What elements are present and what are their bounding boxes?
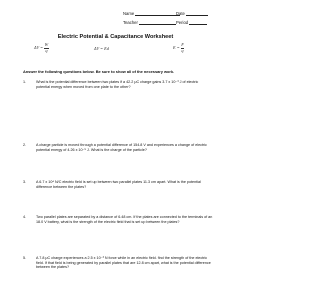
formula-force-over-charge [173,43,184,53]
date-field [176,11,208,16]
formula-lhs: E = [173,45,180,51]
period-field [176,20,207,25]
question-number: 1. [23,80,27,84]
numerator: W [44,42,49,47]
fraction [44,43,49,53]
question-1 [23,80,213,89]
denominator: q [45,47,48,53]
question-number: 3. [23,180,27,184]
numerator: F [181,42,184,47]
name-field [123,11,180,16]
question-number: 5. [23,256,27,260]
question-text: Two parallel plates are separated by a distance of 6.48 cm. If the plates are connected to the terminals of an 18.0 V battery, what is the strength of the electric field that is set up between the plates? [36,215,213,224]
question-text: A 7.8 μC charge experiences a 2.5 x 10⁻³ N force while in an electric field. find the strength of the electric field. If that field is being generated by parallel plates that are 12.8 cm apart, what is the potential difference between the plates? [36,256,211,270]
page-title: Electric Potential & Capacitance Worksheet [57,34,174,40]
teacher-label: Teacher [123,20,138,25]
date-blank [186,11,208,16]
teacher-blank [139,20,176,25]
period-label: Period [176,20,189,25]
formula-work-over-charge [34,43,49,53]
question-5 [23,256,213,270]
formula-text: ΔV = Ed [94,46,109,51]
question-text: A charge particle is moved through a potential difference of 154.8 V and experiences a change of electric potential energy of 4.26 x 10⁻⁵ J. What is the charge of the particle? [36,143,207,152]
name-blank [135,11,180,16]
formula-lhs: ΔV = [34,45,44,51]
formula-field-times-distance [94,46,109,51]
question-text: A 6.7 x 10⁴ N/C electric field is set up between two parallel plates 11.3 cm apart. What is the potential difference between the plates? [36,180,201,189]
teacher-field [123,20,176,25]
date-label: Date [176,11,185,16]
name-label: Name [123,11,135,16]
question-3 [23,180,213,189]
question-number: 2. [23,143,27,147]
fraction [181,43,185,53]
question-2 [23,143,213,152]
period-blank [189,20,207,25]
denominator: q [181,47,184,53]
question-text: What is the potential difference between two plates if a 42.2 μC charge gains 3.7 x 10⁻³ J of electric potential energy when moved from one plate to the other? [36,80,199,89]
question-number: 4. [23,215,27,219]
question-4 [23,215,213,224]
instructions: Answer the following questions below. Be sure to show all of the necessary work. [23,69,175,74]
